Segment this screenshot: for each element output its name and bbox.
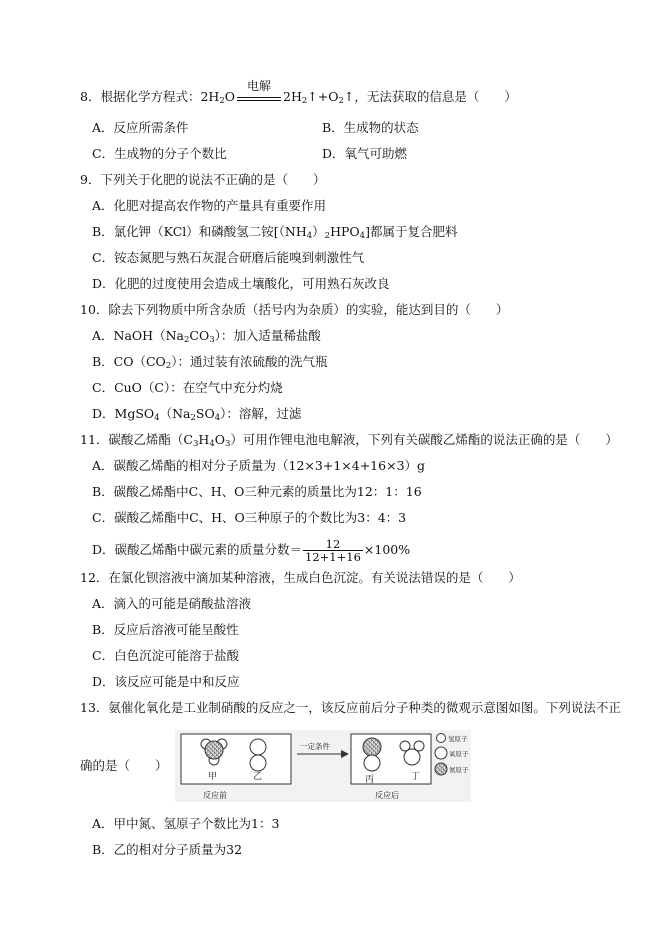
- q13-option-a: A．甲中氮、氢原子个数比为1：3: [92, 816, 280, 831]
- label-before: 反应前: [203, 791, 227, 800]
- question-8-stem: 8．根据化学方程式：$2H_2O$ 电解 $2H_2↑+O_2↑$，无法获取的信息是（ ）: [80, 79, 517, 106]
- label-yi: 乙: [253, 772, 263, 782]
- q13-option-b: B．乙的相对分子质量为32: [92, 842, 243, 857]
- q8-option-a: A．反应所需条件: [92, 120, 189, 135]
- q10-option-b: B．$CO(CO_2)$：通过装有浓硫酸的洗气瓶: [92, 354, 328, 371]
- mass-fraction: $\frac{12}{12+1+16}$: [305, 537, 361, 564]
- q9-option-d: D．化肥的过度使用会造成土壤酸化，可用熟石灰改良: [92, 276, 390, 291]
- before-box: [181, 734, 291, 784]
- question-13-stem: 13．氨催化氧化是工业制硝酸的反应之一，该反应前后分子种类的微观示意图如图。下列说法不正: [80, 700, 621, 715]
- q8-option-b: B．生成物的状态: [322, 120, 419, 135]
- q9-option-b: B．氯化钾（KCl）和磷酸氢二铵$[(NH_4)_2HPO_4]$都属于复合肥料: [92, 224, 458, 241]
- q9-option-c: C．铵态氮肥与熟石灰混合研磨后能嗅到刺激性气: [92, 250, 365, 265]
- reaction-condition-arrow: 电解: [236, 89, 282, 105]
- question-10-stem: 10．除去下列物质中所含杂质（括号内为杂质）的实验，能达到目的（ ）: [80, 302, 509, 317]
- q10-option-c: C．CuO（C）：在空气中充分灼烧: [92, 380, 283, 395]
- reaction-micro-diagram: [175, 730, 471, 802]
- q11-option-b: B．碳酸乙烯酯中C、H、O三种元素的质量比为12：1：16: [92, 484, 422, 499]
- question-9-stem: 9．下列关于化肥的说法不正确的是（ ）: [80, 172, 326, 187]
- diagram-legend: [435, 734, 469, 776]
- label-after: 反应后: [375, 791, 399, 800]
- question-12-stem: 12．在氯化钡溶液中滴加某种溶液，生成白色沉淀。有关说法错误的是（ ）: [80, 570, 521, 585]
- label-ding: 丁: [411, 772, 421, 782]
- q12-option-b: B．反应后溶液可能呈酸性: [92, 622, 239, 637]
- label-bing: 丙: [365, 775, 375, 785]
- q11-option-a: A．碳酸乙烯酯的相对分子质量为（12×3+1×4+16×3）g: [92, 458, 426, 473]
- legend-hydrogen: 氢原子: [448, 735, 468, 743]
- q12-option-a: A．滴入的可能是硝酸盐溶液: [92, 596, 252, 611]
- question-11-stem: 11．碳酸乙烯酯$(C_3H_4O_3)$可用作锂电池电解液，下列有关碳酸乙烯酯的说法正确的是（ ）: [80, 432, 618, 449]
- q10-option-a: A．$NaOH(Na_2CO_3)$：加入适量稀盐酸: [92, 328, 321, 345]
- legend-oxygen: 氧原子: [449, 750, 469, 758]
- q9-option-a: A．化肥对提高农作物的产量具有重要作用: [92, 198, 327, 213]
- q11-option-d: D．碳酸乙烯酯中碳元素的质量分数＝ $\frac{12}{12+1+16}$ ×100%: [92, 537, 411, 564]
- q8-option-c: C．生成物的分子个数比: [92, 146, 227, 161]
- svg-text:一定条件: 一定条件: [300, 742, 330, 751]
- legend-nitrogen: 氮原子: [449, 766, 469, 774]
- q12-option-c: C．白色沉淀可能溶于盐酸: [92, 648, 240, 663]
- q12-option-d: D．该反应可能是中和反应: [92, 674, 240, 689]
- q10-option-d: D．$MgSO_4(Na_2SO_4)$：溶解，过滤: [92, 406, 302, 423]
- q8-option-d: D．氧气可助燃: [322, 146, 408, 161]
- q11-option-c: C．碳酸乙烯酯中C、H、O三种原子的个数比为3：4：3: [92, 510, 407, 525]
- question-13-stem-cont: 确的是（ ）: [80, 758, 168, 773]
- label-jia: 甲: [208, 772, 218, 782]
